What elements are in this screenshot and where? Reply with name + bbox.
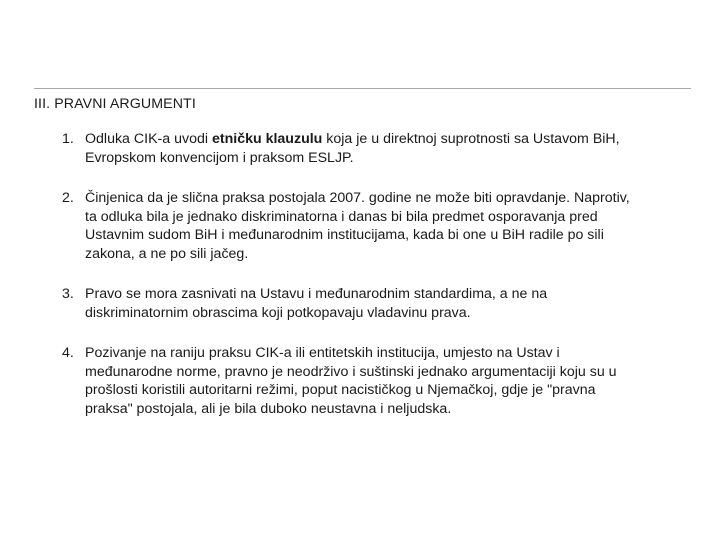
argument-line: diskriminatornim obrascima koji potkopavaju vladavinu prava. <box>85 304 471 321</box>
bold-phrase: etničku klauzulu <box>211 131 323 147</box>
argument-item-4 <box>0 344 728 418</box>
argument-text <box>85 189 705 263</box>
horizontal-divider <box>34 88 691 89</box>
argument-text <box>85 130 705 167</box>
argument-line: prošlosti koristili autoritarni režimi, poput nacističkog u Njemačkoj, gdje je "pravna <box>85 382 596 398</box>
argument-line <box>85 130 705 149</box>
argument-line: Činjenica da je slična praksa postojala 2007. godine ne može biti opravdanje. Naprotiv, <box>85 190 630 206</box>
arguments-list <box>0 130 728 440</box>
argument-number: 4. <box>62 345 74 361</box>
argument-line: Pozivanje na raniju praksu CIK-a ili entitetskih institucija, umjesto na Ustav i <box>85 345 560 361</box>
argument-item-2 <box>0 189 728 263</box>
argument-line: praksa" postojala, ali je bila duboko neustavna i neljudska. <box>85 400 452 417</box>
section-heading: III. PRAVNI ARGUMENTI <box>34 96 196 112</box>
argument-item-1 <box>0 130 728 167</box>
argument-number: 2. <box>62 190 74 206</box>
argument-line: Pravo se mora zasnivati na Ustavu i međunarodnim standardima, a ne na <box>85 286 548 302</box>
argument-line: ta odluka bila je jednako diskriminatorna i danas bi bila predmet osporavanja pred <box>85 208 598 225</box>
argument-line: zakona, a ne po sili jačeg. <box>85 245 249 262</box>
argument-line: Evropskom konvencijom i praksom ESLJP. <box>85 149 354 166</box>
argument-number: 3. <box>62 286 74 302</box>
argument-text <box>85 344 705 418</box>
argument-number: 1. <box>62 131 74 147</box>
argument-item-3 <box>0 285 728 322</box>
argument-text <box>85 285 705 322</box>
argument-line: međunarodne norme, pravno je neodrživo i suštinski jednako argumentaciji koju su u <box>85 363 617 380</box>
text-run: Odluka CIK-a uvodi <box>85 131 212 147</box>
text-run: koja je u direktnoj suprotnosti sa Ustavom BiH, <box>322 131 620 147</box>
argument-line: Ustavnim sudom BiH i međunarodnim institucijama, kada bi one u BiH radile po sili <box>85 227 604 243</box>
